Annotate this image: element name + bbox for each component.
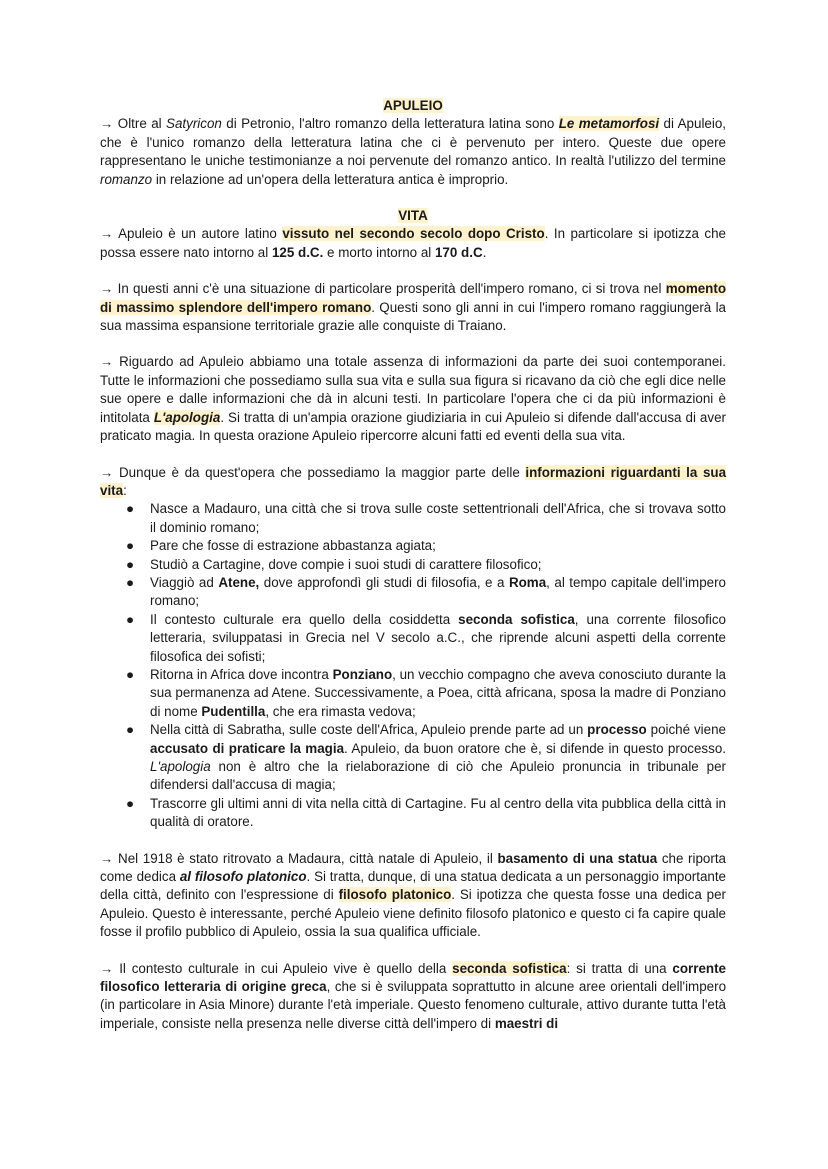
bullet-icon: ● bbox=[126, 501, 135, 517]
list-item: ● Pare che fosse di estrazione abbastanza agiata; bbox=[150, 537, 726, 555]
highlighted-term: Le metamorfosi bbox=[558, 116, 660, 132]
life-facts-list bbox=[100, 500, 726, 831]
list-item: ● Nella città di Sabratha, sulle coste dell'Africa, Apuleio prende parte ad un processo poiché viene accusato di praticare la magia. Apuleio, da buon oratore che è, si difende in questo processo. L'apologia non è altro che la rielaborazione di ciò che Apuleio pronuncia in tribunale per difendersi dall'accusa di magia; bbox=[126, 722, 726, 793]
highlighted-term: informazioni riguardanti la sua vita bbox=[100, 464, 727, 498]
bullet-icon: ● bbox=[126, 556, 135, 572]
arrow-icon: → bbox=[100, 354, 114, 370]
statue-paragraph: → Nel 1918 è stato ritrovato a Madaura, città natale di Apuleio, il basamento di una statua che riporta come dedica al filosofo platonico. Si tratta, dunque, di una statua dedicata a un personaggio importante della città, definito con l'espressione di filosofo platonico. Si ipotizza che questa fosse una dedica per Apuleio. Questo è interessante, perché Apuleio viene definito filosofo platonico e questo ci fa capire quale fosse il profilo pubblico di Apuleio, ossia la sua qualifica ufficiale. bbox=[100, 850, 727, 940]
bullet-icon: ● bbox=[126, 611, 135, 627]
arrow-icon: → bbox=[100, 850, 114, 866]
list-item: ● Nasce a Madauro, una città che si trova sulle coste settentrionali dell'Africa, che si trovava sotto il dominio romano; bbox=[126, 501, 726, 535]
intro-paragraph: → Oltre al Satyricon di Petronio, l'altro romanzo della letteratura latina sono Le metamorfosi di Apuleio, che è l'unico romanzo della letteratura latina che ci è pervenuto per intero. Queste due opere rappresentano le uniche testimonianze a noi pervenute del romanzo antico. In realtà l'utilizzo del termine romanzo in relazione ad un'opera della letteratura antica è improprio. bbox=[100, 116, 727, 187]
arrow-icon: → bbox=[100, 960, 114, 976]
highlighted-term: vissuto nel secondo secolo dopo Cristo bbox=[282, 226, 545, 242]
list-item: ● Studiò a Cartagine, dove compie i suoi studi di carattere filosofico; bbox=[150, 556, 726, 574]
list-item: ● Il contesto culturale era quello della cosiddetta seconda sofistica, una corrente filosofico letteraria, sviluppatasi in Grecia nel V secolo a.C., che riprende alcuni aspetti della corrente filosofica dei sofisti; bbox=[126, 611, 726, 664]
vita-paragraph-sources: → Riguardo ad Apuleio abbiamo una totale assenza di informazioni da parte dei suoi contemporanei. Tutte le informazioni che possediamo sulla sua vita e sulla sua figura si ricavano da ciò che egli dice nelle sue opere e dalle informazioni che dà in alcuni testi. In particolare l'opera che ci da più informazioni è intitolata L'apologia. Si tratta di un'ampia orazione giudiziaria in cui Apuleio si difende dall'accusa di aver praticato magia. In questa orazione Apuleio ripercorre alcuni fatti ed eventi della sua vita. bbox=[100, 354, 726, 444]
highlighted-term: seconda sofistica bbox=[452, 960, 567, 976]
list-item: ● Viaggiò ad Atene, dove approfondì gli studi di filosofia, e a Roma, al tempo capitale dell'impero romano; bbox=[126, 574, 726, 609]
list-item: ● Ritorna in Africa dove incontra Ponziano, un vecchio compagno che aveva conosciuto durante la sua permanenza ad Atene. Successivamente, a Poea, città africana, sposa la madre di Ponziano di nome Pudentilla, che era rimasta vedova; bbox=[126, 666, 727, 719]
sofistica-paragraph: → Il contesto culturale in cui Apuleio vive è quello della seconda sofistica: si tratta di una corrente filosofico letteraria di origine greca, che si è sviluppata soprattutto in alcune aree orientali dell'impero (in particolare in Asia Minore) durante l'età imperiale. Questo fenomeno culturale, attivo durante tutta l'età imperiale, consiste nella presenza nelle diverse città dell'impero di maestri di bbox=[100, 960, 727, 1031]
arrow-icon: → bbox=[100, 281, 114, 297]
vita-paragraph-empire: → In questi anni c'è una situazione di particolare prosperità dell'impero romano, ci si trova nel momento di massimo splendore dell'impero romano. Questi sono gli anni in cui l'impero romano raggiungerà la sua massima espansione territoriale grazie alle conquiste di Traiano. bbox=[100, 281, 726, 334]
title-highlight: VITA bbox=[398, 208, 428, 224]
section-title-vita bbox=[100, 207, 726, 225]
list-item: ● Trascorre gli ultimi anni di vita nella città di Cartagine. Fu al centro della vita pubblica della città in qualità di oratore. bbox=[126, 795, 726, 830]
bullet-icon: ● bbox=[126, 538, 135, 554]
arrow-icon: → bbox=[100, 226, 114, 242]
bullet-icon: ● bbox=[126, 666, 135, 682]
highlighted-term: L'apologia bbox=[153, 409, 221, 425]
title-highlight: APULEIO bbox=[383, 98, 443, 113]
bullet-icon: ● bbox=[126, 795, 135, 811]
highlighted-term: filosofo platonico bbox=[338, 887, 452, 903]
arrow-icon: → bbox=[100, 464, 114, 480]
bullet-icon: ● bbox=[126, 574, 135, 590]
highlighted-term: momento di massimo splendore dell'impero romano bbox=[100, 281, 726, 315]
vita-paragraph-dates: → Apuleio è un autore latino vissuto nel secondo secolo dopo Cristo. In particolare si ipotizza che possa essere nato intorno al 125 d.C. e morto intorno al 170 d.C. bbox=[100, 226, 726, 260]
bullet-icon: ● bbox=[126, 722, 135, 738]
vita-paragraph-intro-list: → Dunque è da quest'opera che possediamo la maggior parte delle informazioni riguardanti la sua vita: bbox=[100, 464, 727, 498]
arrow-icon: → bbox=[100, 116, 114, 132]
document-title bbox=[100, 97, 726, 115]
